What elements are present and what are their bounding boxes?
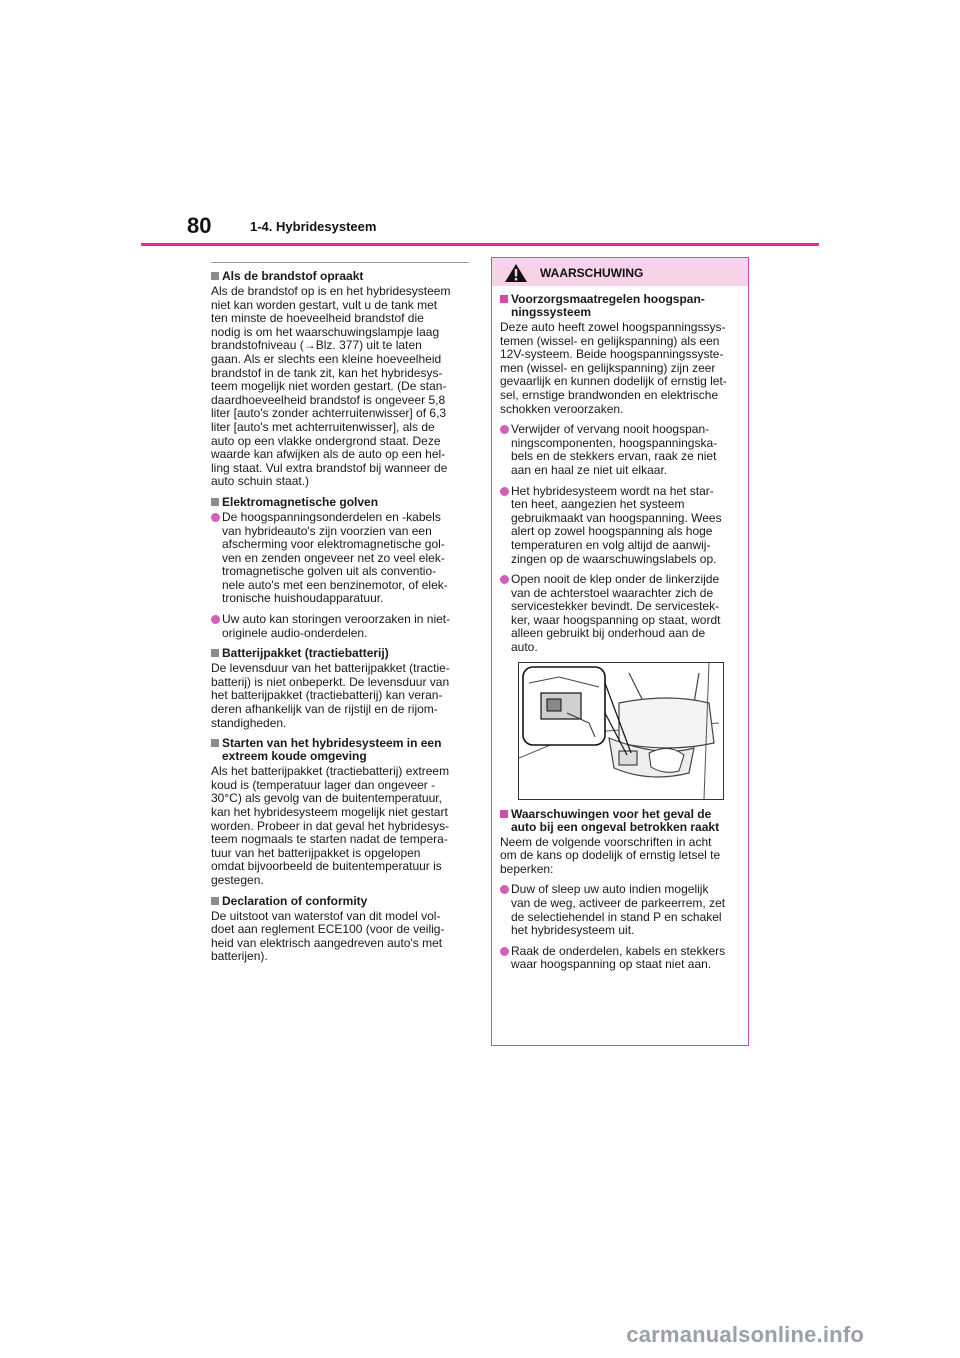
circle-bullet-icon: [500, 947, 509, 956]
section-title-fuel: Als de brandstof opraakt: [211, 270, 469, 283]
circle-bullet-icon: [500, 885, 509, 894]
square-bullet-icon: [500, 295, 508, 303]
warning-box: [491, 257, 749, 1046]
warning-section-title-accident: Waarschuwingen voor het geval de auto bij een ongeval betrokken raakt: [500, 808, 739, 834]
circle-bullet-icon: [211, 513, 220, 522]
warning-section-title-hv: Voorzorgsmaatregelen hoogspan- ningssysteem: [500, 293, 739, 319]
square-bullet-icon: [211, 272, 219, 280]
square-bullet-icon: [211, 498, 219, 506]
chapter-title: 1-4. Hybridesysteem: [250, 219, 377, 234]
bullet-item: Uw auto kan storingen veroorzaken in niet- originele audio-onderdelen.: [211, 613, 469, 640]
service-plug-illustration: [518, 662, 724, 800]
warning-body: [492, 286, 748, 972]
warning-paragraph-accident: Neem de volgende voorschriften in acht om de kans op dodelijk of ernstig letsel te beperken:: [500, 834, 721, 876]
bullet-item: Het hybridesysteem wordt na het star- ten heet, aangezien het systeem gebruikmaakt van hoogspanning. Wees alert op zowel hoogspanning als hoge temperaturen en volg altijd de aanwij- zingen op de waarschuwingslabels op.: [500, 485, 739, 567]
header-rule: [141, 243, 819, 246]
section-divider: [211, 262, 469, 263]
bullet-item: Open nooit de klep onder de linkerzijde van de achterstoel waarachter zich de servicestekker bevindt. De servicestek- ker, waar hoogspanning op staat, wordt alleen gebruikt bij onderhoud aan de auto.: [500, 573, 739, 655]
paragraph-battery: De levensduur van het batterijpakket (tractie- batterij) is niet onbeperkt. De levensduur van het batterijpakket (tractiebatterij) kan veran- deren afhankelijk van de rijstijl en de rijom- standigheden.: [211, 661, 450, 730]
square-bullet-icon: [211, 649, 219, 657]
warning-triangle-icon: [504, 263, 528, 283]
left-column: [211, 262, 469, 971]
page-number: 80: [187, 213, 212, 238]
paragraph-fuel: Als de brandstof op is en het hybridesysteem niet kan worden gestart, vult u de tank met ten minste de hoeveelheid brandstof die nodig is om het waarschuwingslampje laag brandstofniveau (→Blz. 377) uit te laten gaan. Als er slechts een kleine hoeveelheid brandstof in de tank zit, kan het hybridesys- teem mogelijk niet worden gestart. (De stan- daardhoeveelheid brandstof is ongeveer 5,8 liter [auto's zonder achterruitenwisser] of 6,3 liter [auto's met achterruitenwisser], als de auto op een vlakke ondergrond staat. Deze waarde kan afwijken als de auto op een hel- ling staat. Vul extra brandstof bij wanneer de auto schuin staat.): [211, 284, 451, 489]
circle-bullet-icon: [500, 425, 509, 434]
paragraph-conformity: De uitstoot van waterstof van dit model vol- doet aan reglement ECE100 (voor de veilig- heid van elektrisch aangedreven auto's met batterijen).: [211, 908, 445, 964]
warning-header: [492, 258, 748, 286]
bullet-item: Duw of sleep uw auto indien mogelijk van de weg, activeer de parkeerrem, zet de selectiehendel in stand P en schakel het hybridesysteem uit.: [500, 883, 739, 937]
watermark: carmanualsonline.info: [626, 1322, 864, 1347]
circle-bullet-icon: [500, 575, 509, 584]
warning-paragraph-hv: Deze auto heeft zowel hoogspanningssys- temen (wissel- en gelijkspanning) als een 12V-systeem. Beide hoogspanningssyste- men (wissel- en gelijkspanning) zijn zeer gevaarlijk en kunnen dodelijk of ernstig let- sel, ernstige brandwonden en elektrische schokken veroorzaken.: [500, 320, 727, 416]
bullet-item: De hoogspanningsonderdelen en -kabels van hybrideauto's zijn voorzien van een afscherming voor elektromagnetische gol- ven en zenden ongeveer net zo veel elek- tromagnetische golven uit als conventio- nele auto's met een benzinemotor, of elek- tronische huishoudapparatuur.: [211, 511, 469, 606]
circle-bullet-icon: [211, 615, 220, 624]
section-title-cold-start: Starten van het hybridesysteem in een extreem koude omgeving: [211, 737, 469, 763]
circle-bullet-icon: [500, 487, 509, 496]
square-bullet-icon: [211, 897, 219, 905]
service-plug-drawing: [519, 663, 723, 799]
square-bullet-icon: [211, 739, 219, 747]
section-title-conformity: Declaration of conformity: [211, 895, 469, 908]
bullet-item: Verwijder of vervang nooit hoogspan- ningscomponenten, hoogspanningska- bels en de stekkers ervan, raak ze niet aan en haal ze niet uit elkaar.: [500, 423, 739, 477]
square-bullet-icon: [500, 810, 508, 818]
section-title-em-waves: Elektromagnetische golven: [211, 496, 469, 509]
section-title-battery: Batterijpakket (tractiebatterij): [211, 647, 469, 660]
paragraph-cold-start: Als het batterijpakket (tractiebatterij) extreem koud is (temperatuur lager dan ongeveer - 30°C) als gevolg van de buitentemperatuur, kan het hybridesysteem mogelijk niet gestart worden. Probeer in dat geval het hybridesys- teem nogmaals te starten nadat de tempera- tuur van het batterijpakket is opgelopen omdat bijvoorbeeld de buitentemperatuur is gestegen.: [211, 764, 450, 887]
bullet-item: Raak de onderdelen, kabels en stekkers waar hoogspanning op staat niet aan.: [500, 945, 739, 972]
warning-title: WAARSCHUWING: [540, 266, 644, 280]
